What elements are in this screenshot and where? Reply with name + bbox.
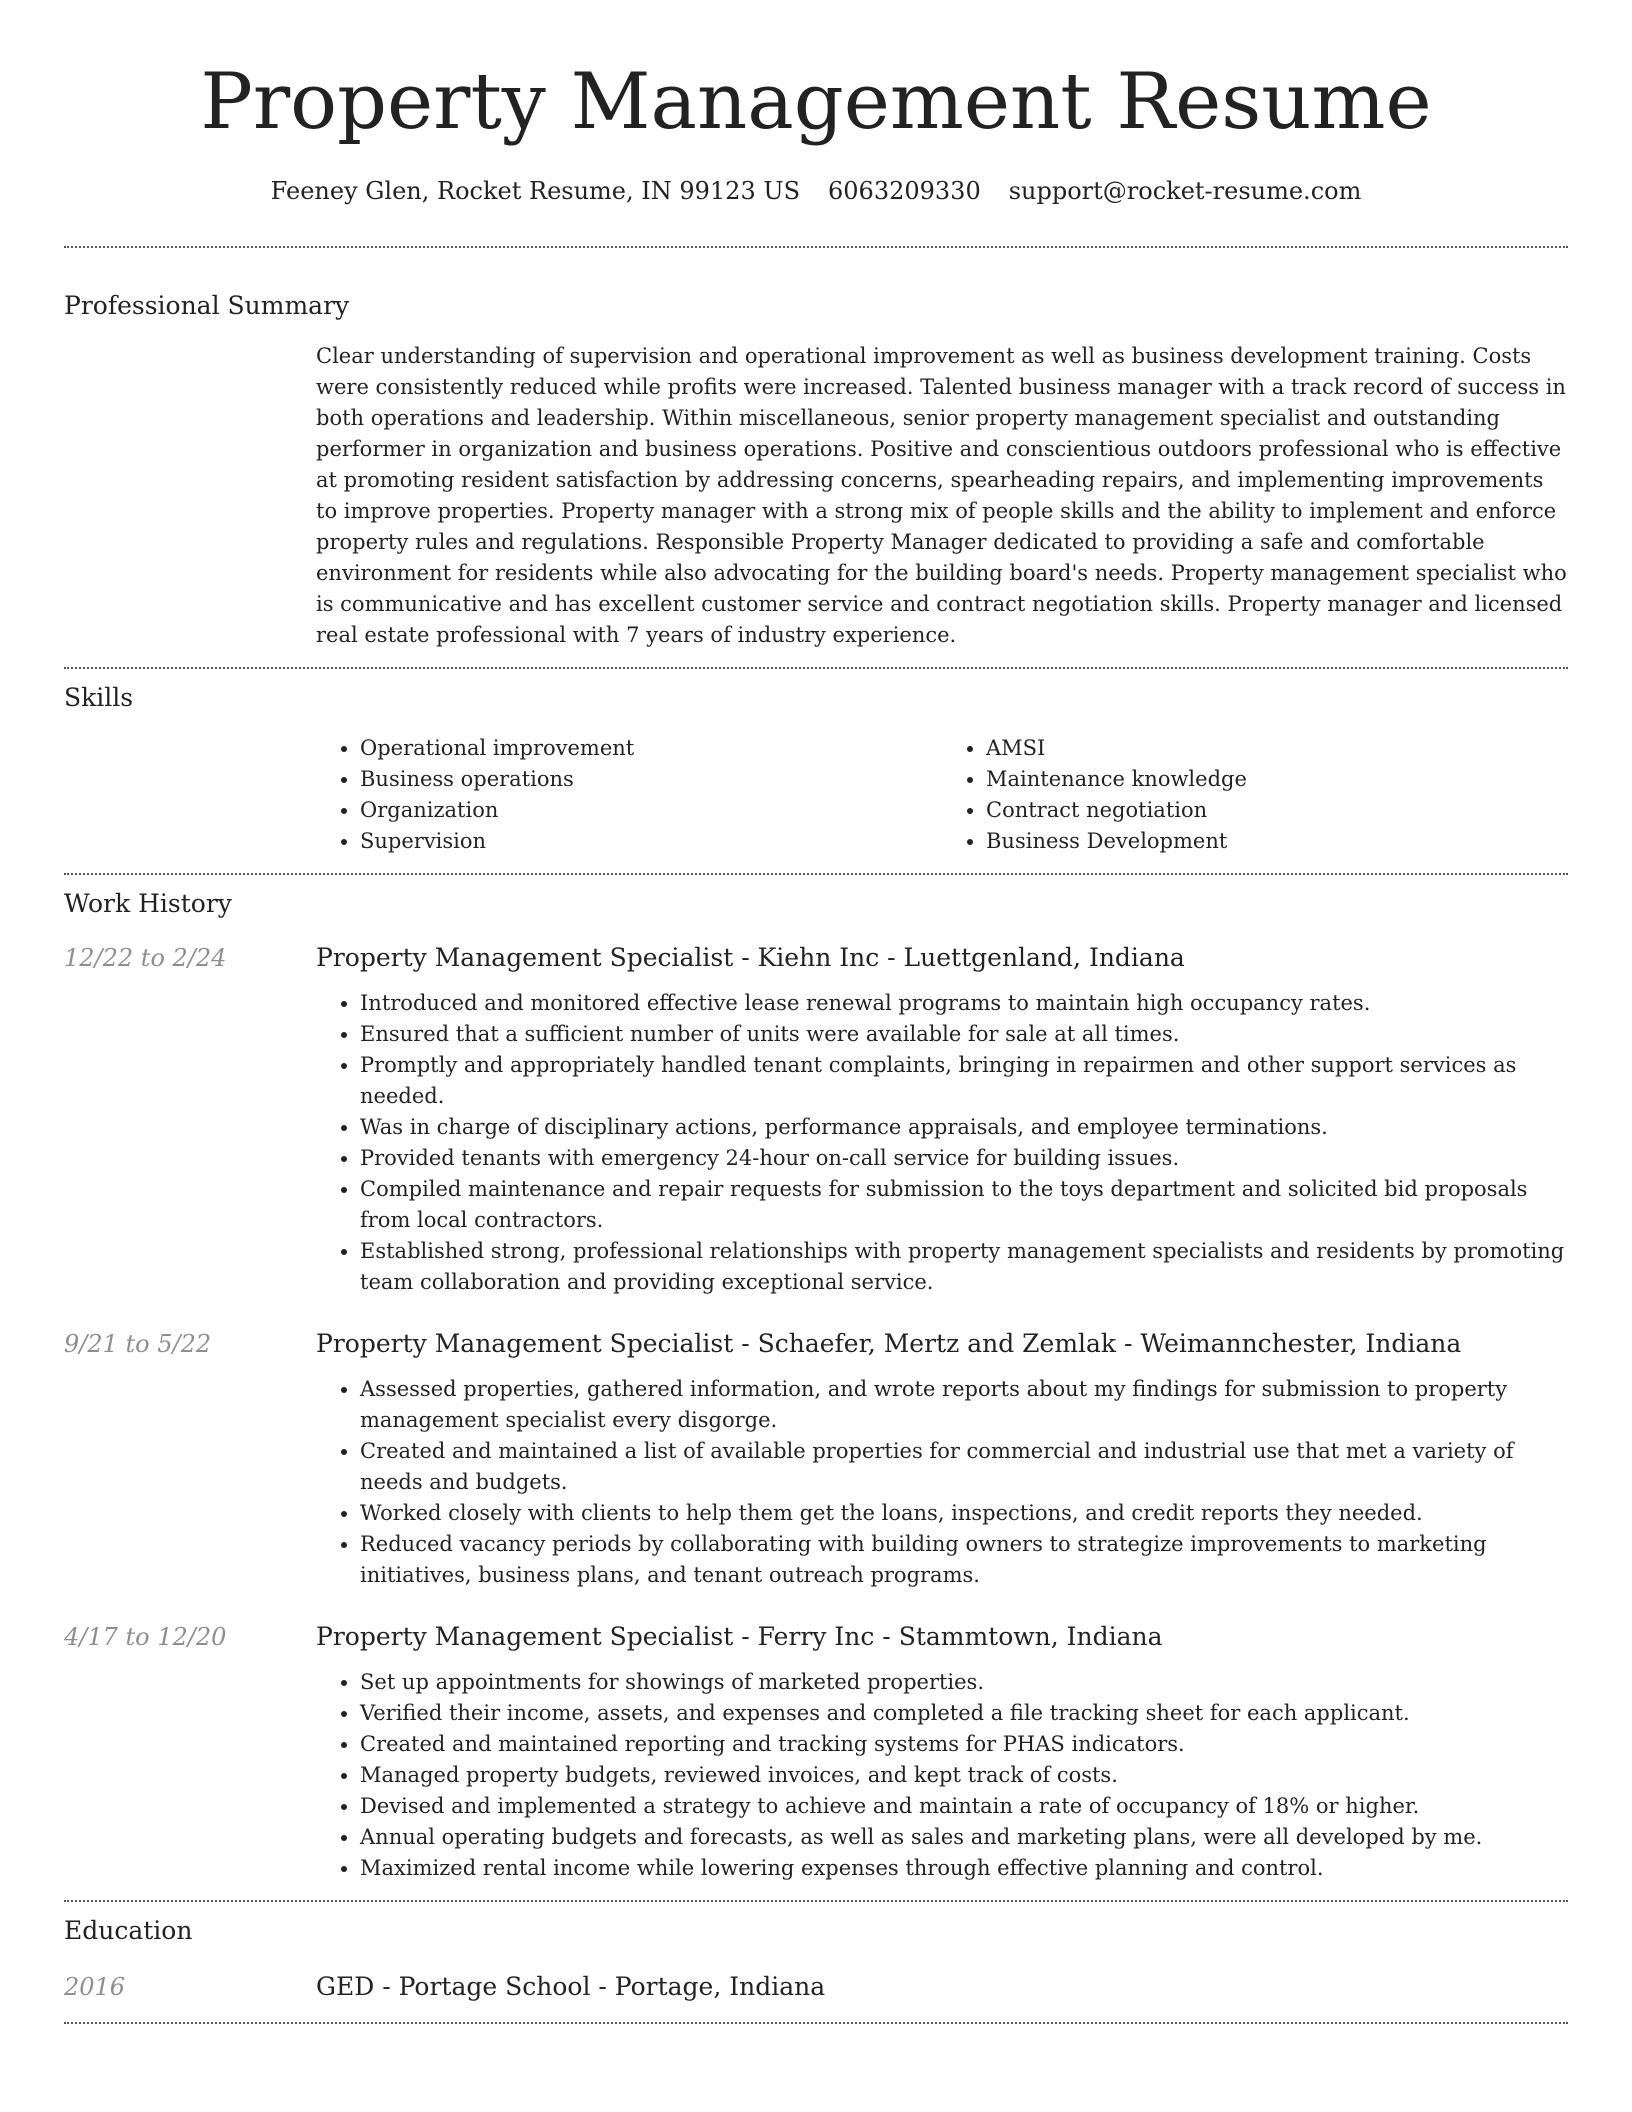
job-title: Property Management Specialist - Schaefer, Mertz and Zemlak - Weimannchester, Indiana <box>316 1329 1462 1358</box>
skill-item: • AMSI <box>986 733 1568 764</box>
job-bullet: • Created and maintained a list of available properties for commercial and industrial use that met a variety of needs and budgets. <box>360 1436 1568 1498</box>
job-date: 12/22 to 2/24 <box>64 944 227 972</box>
contact-email: support@rocket-resume.com <box>1008 177 1362 205</box>
job-date: 4/17 to 12/20 <box>64 1623 227 1651</box>
job-bullet: • Maximized rental income while lowering expenses through effective planning and control. <box>360 1853 1568 1884</box>
job-title: Property Management Specialist - Ferry Inc - Stammtown, Indiana <box>316 1622 1163 1651</box>
skill-item: • Organization <box>360 795 942 826</box>
divider <box>64 2022 1568 2024</box>
job-bullet: • Assessed properties, gathered information, and wrote reports about my findings for submission to property management specialist every disgorge. <box>360 1374 1568 1436</box>
skills-column-left <box>316 733 942 857</box>
summary-heading: Professional Summary <box>64 291 350 320</box>
education-heading: Education <box>64 1916 193 1945</box>
education-date: 2016 <box>64 1973 126 2001</box>
education-title: GED - Portage School - Portage, Indiana <box>316 1972 826 2001</box>
skill-item: • Supervision <box>360 826 942 857</box>
job-bullet: • Promptly and appropriately handled tenant complaints, bringing in repairmen and other support services as needed. <box>360 1050 1568 1112</box>
contact-address: Feeney Glen, Rocket Resume, IN 99123 US <box>270 177 801 205</box>
skill-item: • Maintenance knowledge <box>986 764 1568 795</box>
job-bullet: • Reduced vacancy periods by collaborating with building owners to strategize improvements to marketing initiatives, business plans, and tenant outreach programs. <box>360 1529 1568 1591</box>
job-bullet: • Ensured that a sufficient number of units were available for sale at all times. <box>360 1019 1568 1050</box>
skills-heading: Skills <box>64 683 134 712</box>
job-bullets <box>316 1374 1568 1591</box>
skill-item: • Business operations <box>360 764 942 795</box>
work-history-heading: Work History <box>64 889 232 918</box>
job-entry <box>64 1620 1568 1884</box>
job-bullet: • Created and maintained reporting and tracking systems for PHAS indicators. <box>360 1729 1568 1760</box>
job-bullet: • Annual operating budgets and forecasts, as well as sales and marketing plans, were all developed by me. <box>360 1822 1568 1853</box>
job-date: 9/21 to 5/22 <box>64 1330 212 1358</box>
job-bullet: • Compiled maintenance and repair requests for submission to the toys department and solicited bid proposals from local contractors. <box>360 1174 1568 1236</box>
divider <box>64 873 1568 875</box>
job-bullets <box>316 1667 1568 1884</box>
skill-item: • Business Development <box>986 826 1568 857</box>
divider <box>64 667 1568 669</box>
job-bullet: • Worked closely with clients to help them get the loans, inspections, and credit reports they needed. <box>360 1498 1568 1529</box>
summary-text: Clear understanding of supervision and operational improvement as well as business development training. Costs were consistently reduced while profits were increased. Talented business manager with a track record of success in both operations and leadership. Within miscellaneous, senior property management specialist and outstanding performer in organization and business operations. Positive and conscientious outdoors professional who is effective at promoting resident satisfaction by addressing concerns, spearheading repairs, and implementing improvements to improve properties. Property manager with a strong mix of people skills and the ability to implement and enforce property rules and regulations. Responsible Property Manager dedicated to providing a safe and comfortable environment for residents while also advocating for the building board's needs. Property management specialist who is communicative and has excellent customer service and contract negotiation skills. Property manager and licensed real estate professional with 7 years of industry experience. <box>316 344 1567 647</box>
page-title: Property Management Resume <box>200 57 1432 147</box>
job-bullet: • Provided tenants with emergency 24-hour on-call service for building issues. <box>360 1143 1568 1174</box>
divider <box>64 1900 1568 1902</box>
job-bullet: • Set up appointments for showings of marketed properties. <box>360 1667 1568 1698</box>
job-bullet: • Managed property budgets, reviewed invoices, and kept track of costs. <box>360 1760 1568 1791</box>
job-bullets <box>316 988 1568 1298</box>
skill-item: • Contract negotiation <box>986 795 1568 826</box>
job-entry <box>64 941 1568 1298</box>
job-bullet: • Was in charge of disciplinary actions, performance appraisals, and employee terminations. <box>360 1112 1568 1143</box>
job-title: Property Management Specialist - Kiehn Inc - Luettgenland, Indiana <box>316 943 1185 972</box>
skills-column-right <box>942 733 1568 857</box>
contact-phone: 6063209330 <box>828 177 981 205</box>
education-entry <box>64 1970 1568 2004</box>
job-bullet: • Verified their income, assets, and expenses and completed a file tracking sheet for each applicant. <box>360 1698 1568 1729</box>
job-bullet: • Established strong, professional relationships with property management specialists and residents by promoting team collaboration and providing exceptional service. <box>360 1236 1568 1298</box>
skill-item: • Operational improvement <box>360 733 942 764</box>
job-bullet: • Introduced and monitored effective lease renewal programs to maintain high occupancy rates. <box>360 988 1568 1019</box>
job-bullet: • Devised and implemented a strategy to achieve and maintain a rate of occupancy of 18% or higher. <box>360 1791 1568 1822</box>
skills-list <box>316 733 1568 857</box>
contact-line <box>64 174 1568 208</box>
job-entry <box>64 1327 1568 1591</box>
divider <box>64 246 1568 248</box>
